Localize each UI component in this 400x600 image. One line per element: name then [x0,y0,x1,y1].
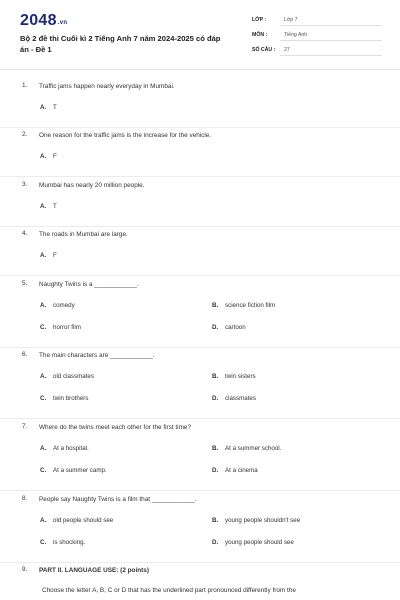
answer-option[interactable] [40,373,94,380]
answer-option[interactable] [40,324,81,331]
question-number: 5. [22,280,28,287]
question-item [0,230,400,276]
option-text: young people should see [225,539,294,546]
option-text: is shocking. [53,539,86,546]
meta-class [252,17,382,29]
section-instruction: Choose the letter A, B, C or D that has the underlined part pronounced differently from the [42,587,296,594]
site-logo[interactable] [20,12,67,30]
question-text: Naughty Twins is a ____________. [39,281,139,288]
question-text: People say Naughty Twins is a film that ____________. [39,496,197,503]
option-text: F [53,153,57,160]
option-text: twin brothers [53,395,89,402]
option-text: old people should see [53,517,114,524]
question-item [0,423,400,491]
option-text: T [53,104,57,111]
option-letter: D. [212,395,219,402]
question-text: The roads in Mumbai are large. [39,231,128,238]
option-text: At a cinema [225,467,258,474]
question-item [0,495,400,563]
meta-underline [280,25,382,26]
meta-class-value: Lớp 7 [284,17,298,23]
option-letter: A. [40,373,47,380]
question-item [0,131,400,177]
option-letter: B. [212,373,219,380]
answer-option[interactable] [212,539,294,546]
option-letter: B. [212,445,219,452]
option-letter: C. [40,539,47,546]
option-letter: A. [40,203,47,210]
question-text: Mumbai has nearly 20 million people. [39,182,145,189]
answer-option[interactable] [40,153,57,160]
answer-option[interactable] [40,104,57,111]
answer-option[interactable] [212,467,258,474]
option-text: At a summer school. [225,445,282,452]
option-text: At a summer camp. [53,467,107,474]
option-letter: D. [212,467,219,474]
option-letter: A. [40,252,47,259]
option-letter: C. [40,395,47,402]
option-text: science fiction film [225,302,276,309]
option-letter: A. [40,445,47,452]
option-letter: D. [212,324,219,331]
option-letter: A. [40,517,47,524]
document-header [0,0,400,70]
option-text: twin sisters [225,373,256,380]
option-text: F [53,252,57,259]
answer-option[interactable] [212,517,300,524]
meta-underline [280,40,382,41]
answer-option[interactable] [40,302,75,309]
option-letter: B. [212,302,219,309]
option-text: horror film [53,324,81,331]
answer-option[interactable] [212,324,246,331]
question-item [0,82,400,128]
option-text: T [53,203,57,210]
meta-subject [252,32,382,44]
question-item [0,280,400,348]
question-number: 6. [22,351,28,358]
option-text: old classmates [53,373,94,380]
answer-option[interactable] [212,302,275,309]
option-text: comedy [53,302,75,309]
meta-count-label: SỐ CÂU : [252,47,276,53]
meta-count-value: 27 [284,47,290,53]
question-number: 8. [22,495,28,502]
answer-option[interactable] [40,203,57,210]
answer-option[interactable] [40,517,113,524]
meta-class-label: LỚP : [252,17,267,23]
answer-option[interactable] [212,373,256,380]
question-number: 3. [22,181,28,188]
answer-option[interactable] [40,445,89,452]
option-letter: D. [212,539,219,546]
logo-suffix: .vn [57,20,68,26]
document-title: Bộ 2 đề thi Cuối kì 2 Tiếng Anh 7 năm 2024-2025 có đáp án - Đề 1 [20,34,221,54]
option-text: cartoon [225,324,246,331]
question-number: 1. [22,82,28,89]
meta-underline [280,55,382,56]
option-text: At a hospital. [53,445,89,452]
question-number: 4. [22,230,28,237]
answer-option[interactable] [212,445,281,452]
question-text: Traffic jams happen nearly everyday in Mumbai. [39,83,175,90]
option-letter: B. [212,517,219,524]
question-number: 2. [22,131,28,138]
option-letter: A. [40,104,47,111]
logo-text: 2048 [20,12,57,29]
option-text: young people shouldn't see [225,517,301,524]
answer-option[interactable] [40,395,88,402]
option-letter: C. [40,324,47,331]
question-number: 9. [22,566,28,573]
question-item [0,181,400,227]
answer-option[interactable] [40,539,85,546]
answer-option[interactable] [40,467,107,474]
option-letter: C. [40,467,47,474]
question-text: The main characters are ____________. [39,352,155,359]
option-letter: A. [40,302,47,309]
answer-option[interactable] [212,395,256,402]
question-text: One reason for the traffic jams is the increase for the vehicle. [39,132,212,139]
meta-subject-value: Tiếng Anh [284,32,308,38]
meta-subject-label: MÔN : [252,32,268,38]
question-item [0,566,400,600]
option-text: classmates [225,395,256,402]
answer-option[interactable] [40,252,57,259]
section-heading: PART II. LANGUAGE USE: (2 points) [39,567,149,574]
option-letter: A. [40,153,47,160]
question-number: 7. [22,423,28,430]
question-item [0,351,400,419]
meta-question-count [252,47,382,59]
question-text: Where do the twins meet each other for the first time? [39,424,192,431]
